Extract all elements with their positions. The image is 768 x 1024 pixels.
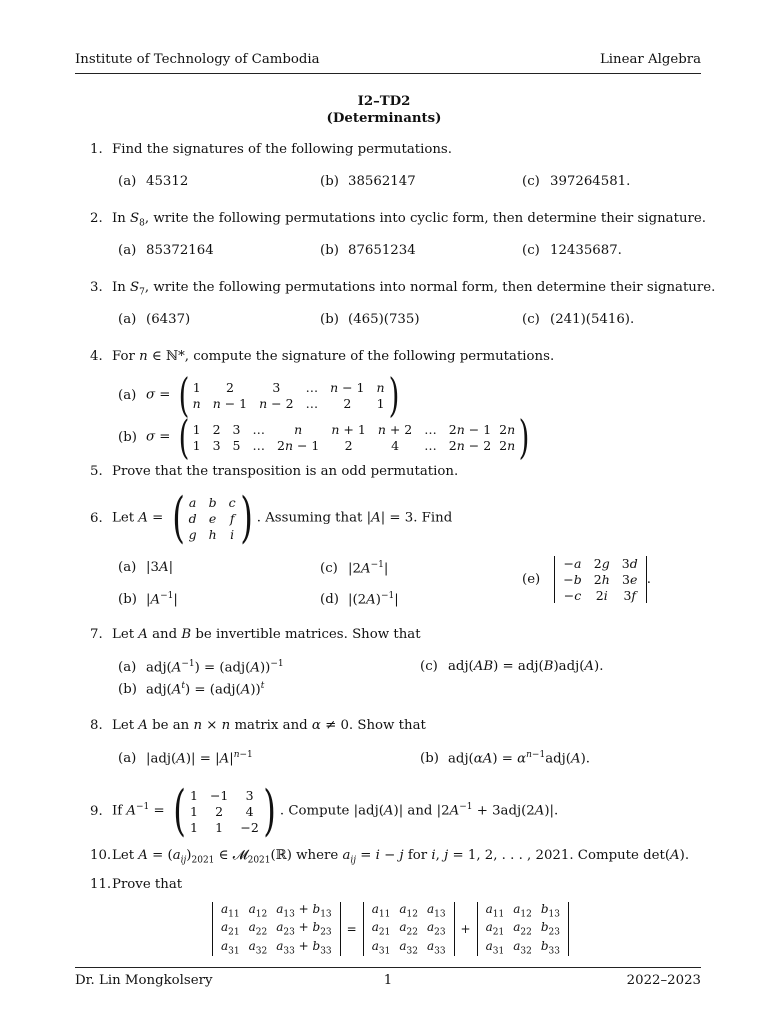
determinant-e: −a 2g 3d −b 2h 3e −c 2i 3f <box>554 556 646 603</box>
item-label: (a) <box>118 174 137 189</box>
problem-number: 11. <box>90 877 112 892</box>
problem-number: 7. <box>90 627 103 642</box>
p6-item-b: (b) $|A^{-1}|$ <box>118 591 178 608</box>
item-label: (b) <box>420 751 439 767</box>
page-header <box>75 52 701 67</box>
p3-item-c <box>522 312 634 327</box>
problem-11 <box>90 877 708 892</box>
problem-text: Prove that <box>112 877 183 892</box>
item-value: (6437) <box>146 312 191 327</box>
item-label: (a) <box>118 660 137 676</box>
problem-number: 2. <box>90 211 103 226</box>
item-label: (b) <box>118 682 137 698</box>
footer-year: 2022–2023 <box>626 973 701 988</box>
p1-item-b <box>320 174 416 189</box>
page-number: 1 <box>383 973 393 988</box>
p1-item-a <box>118 174 188 189</box>
p11-equation: $a_{11}$ $a_{12}$ $a_{13} + b_{13}$ $a_{21}$ $a_{22}$ $a_{23} + b_{23}$ $a_{31}$ $a_{32}$ $a_{33} + b_{33}$ = $a_{11}$ $a_{12}$ $a_{13}$ $a_{21}$ $a_{22}$ $a_{23}$ $a_{31}$ $a_{32}$ $a_{33}$ + $a_{11}$ $a_{12}$ $b_{13}$ $a_{21}$ $a_{22}$ $b_{23}$ $a_{31}$ $a_{32}$ $b_{33}$ <box>212 902 569 956</box>
item-label: (b) <box>320 174 339 189</box>
p7-item-c: (c) adj(AB) = adj(B)adj(A). <box>420 659 604 674</box>
item-label: (c) <box>522 312 540 327</box>
item-label: (a) <box>118 312 137 327</box>
problem-9: 9. If $A^{-1}$ = ( 1 −1 3 1 2 4 1 1 −2 ) . Compute |adj(A)| and $|2A^{-1} + 3adj(2A)|$. <box>90 779 559 842</box>
item-label: (b) <box>320 312 339 327</box>
header-rule <box>75 73 701 74</box>
problem-number: 8. <box>90 718 103 733</box>
problem-5 <box>90 464 708 479</box>
problem-number: 6. <box>90 510 103 526</box>
item-label: (b) <box>118 429 137 445</box>
item-value: (465)(735) <box>348 312 420 327</box>
item-label: (a) <box>118 243 137 258</box>
header-institute: Institute of Technology of Cambodia <box>75 52 320 67</box>
item-value: (241)(5416). <box>550 312 635 327</box>
item-value: 38562147 <box>348 174 416 189</box>
page-footer <box>75 973 701 988</box>
problem-4: 4. For n ∈ ℕ*, compute the signature of the following permutations. <box>90 349 555 364</box>
item-value: 397264581. <box>550 174 631 189</box>
p6-item-e: (e) −a 2g 3d −b 2h 3e −c 2i 3f . <box>522 556 651 603</box>
p3-item-a <box>118 312 190 327</box>
p2-item-c <box>522 243 622 258</box>
p4-item-a: (a) σ = ( 1 2 3 … n − 1 n n n − 1 n − 2 … 2 1 ) <box>118 372 403 418</box>
footer-author: Dr. Lin Mongkolsery <box>75 973 213 988</box>
p3-item-b <box>320 312 420 327</box>
p4-item-b: (b) σ = ( 1 2 3 … n n + 1 n + 2 … 2n − 1 2n 1 3 5 … 2n − 1 2 4 … 2n − 2 2n ) <box>118 414 533 460</box>
problem-number: 3. <box>90 280 103 295</box>
problem-3: 3. In $S_7$, write the following permutations into normal form, then determine their signature. <box>90 280 716 298</box>
permutation-matrix: ( 1 2 3 … n − 1 n n n − 1 n − 2 … 2 1 ) <box>178 368 399 422</box>
doc-title: I2–TD2 <box>357 94 411 109</box>
problem-6: 6. Let A = ( a b c d e f g h i ) . Assuming that |A| = 3. Find <box>90 486 453 549</box>
item-label: (b) <box>118 592 137 608</box>
item-label: (c) <box>522 243 540 258</box>
p6-item-a: (a) |3A| <box>118 560 174 575</box>
problem-2: 2. In $S_8$, write the following permutations into cyclic form, then determine their signature. <box>90 211 706 229</box>
problem-8: 8. Let A be an n × n matrix and α ≠ 0. Show that <box>90 718 426 733</box>
matrix-A-inverse: ( 1 −1 3 1 2 4 1 1 −2 ) <box>173 779 276 842</box>
footer-rule <box>75 967 701 968</box>
item-label: (a) <box>118 751 137 767</box>
p8-item-b: (b) $adj(\alpha A) = \alpha^{n-1}adj(A)$. <box>420 750 590 767</box>
p2-item-a <box>118 243 214 258</box>
p1-item-c <box>522 174 630 189</box>
p6-item-c: (c) $|2A^{-1}|$ <box>320 560 389 577</box>
problem-number: 1. <box>90 142 103 157</box>
matrix-A: ( a b c d e f g h i ) <box>171 486 253 549</box>
item-label: (a) <box>118 387 137 403</box>
item-value: 85372164 <box>146 243 214 258</box>
item-value: 87651234 <box>348 243 416 258</box>
item-value: 12435687. <box>550 243 622 258</box>
item-label: (a) <box>118 560 137 575</box>
problem-text: Prove that the transposition is an odd permutation. <box>112 464 459 479</box>
determinant-right: $a_{11}$ $a_{12}$ $b_{13}$ $a_{21}$ $a_{22}$ $b_{23}$ $a_{31}$ $a_{32}$ $b_{33}$ <box>477 902 569 956</box>
problem-number: 4. <box>90 349 103 364</box>
p8-item-a: (a) $|adj(A)| = |A|^{n-1}$ <box>118 750 253 767</box>
doc-subtitle: (Determinants) <box>326 111 442 126</box>
p6-item-d: (d) $|(2A)^{-1}|$ <box>320 591 399 608</box>
determinant-left: $a_{11}$ $a_{12}$ $a_{13} + b_{13}$ $a_{21}$ $a_{22}$ $a_{23} + b_{23}$ $a_{31}$ $a_{32}$ $a_{33} + b_{33}$ <box>212 902 341 956</box>
problem-1 <box>90 142 708 157</box>
problem-text: Find the signatures of the following permutations. <box>112 142 452 157</box>
item-label: (d) <box>320 592 339 608</box>
item-label: (c) <box>420 659 438 674</box>
problem-10: 10.Let $A = (a_{ij})_{2021}$ ∈ 𝓜$_{2021}$(ℝ) where $a_{ij} = i - j$ for i, j = 1, 2, . . . , 2021. Compute det(A). <box>90 848 690 866</box>
permutation-matrix: ( 1 2 3 … n n + 1 n + 2 … 2n − 1 2n 1 3 5 … 2n − 1 2 4 … 2n − 2 2n ) <box>178 410 530 464</box>
item-value: 45312 <box>146 174 189 189</box>
problem-7: 7. Let A and B be invertible matrices. Show that <box>90 627 421 642</box>
determinant-middle: $a_{11}$ $a_{12}$ $a_{13}$ $a_{21}$ $a_{22}$ $a_{23}$ $a_{31}$ $a_{32}$ $a_{33}$ <box>363 902 455 956</box>
problem-number: 10. <box>90 848 112 863</box>
problem-number: 9. <box>90 803 103 819</box>
item-label: (c) <box>522 174 540 189</box>
p2-item-b <box>320 243 416 258</box>
item-label: (c) <box>320 561 338 577</box>
problem-number: 5. <box>90 464 103 479</box>
p7-item-b: (b) $adj(A^t) = (adj(A))^t$ <box>118 681 265 698</box>
header-course: Linear Algebra <box>599 52 701 67</box>
item-label: (e) <box>522 572 541 587</box>
item-label: (b) <box>320 243 339 258</box>
p7-item-a: (a) $adj(A^{-1}) = (adj(A))^{-1}$ <box>118 659 284 676</box>
